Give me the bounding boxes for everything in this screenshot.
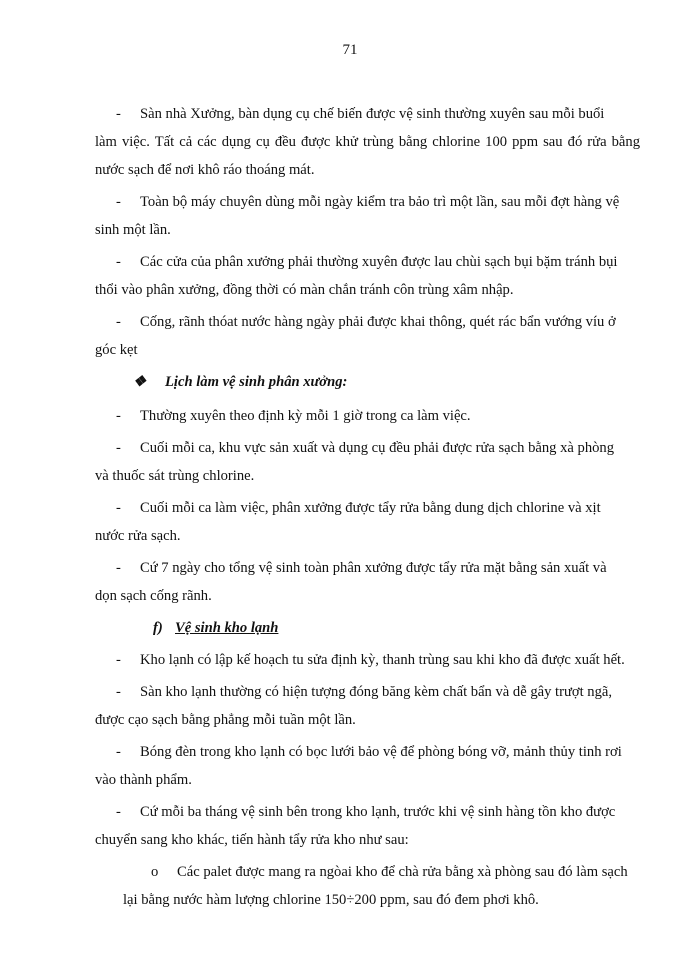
item-text-rest: nước rửa sạch. — [95, 528, 181, 544]
list-item — [95, 402, 640, 430]
item-text-rest: lại bằng nước hàm lượng chlorine 150÷200 ppm, sau đó đem phơi khô. — [123, 892, 539, 908]
list-item — [95, 494, 640, 550]
heading-label: f) — [153, 620, 163, 636]
item-text-line1: Các cửa của phân xưởng phải thường xuyên được lau chùi sạch bụi bặm tránh bụi — [140, 254, 618, 270]
heading-text: Lịch làm vệ sinh phân xưởng: — [165, 374, 348, 390]
heading-text: Vệ sinh kho lạnh — [175, 620, 279, 636]
list-item — [95, 188, 640, 244]
item-text-line1: Cuối mỗi ca, khu vực sản xuất và dụng cụ đều phải được rửa sạch bằng xà phòng — [140, 440, 615, 456]
item-text-rest: chuyển sang kho khác, tiến hành tẩy rửa kho như sau: — [95, 832, 409, 848]
item-text-rest: làm việc. Tất cả các dụng cụ đều được khử trùng bằng chlorine 100 ppm sau đó rửa bằng nước sạch để nơi khô ráo thoáng mát. — [95, 134, 640, 178]
item-text-rest: sinh một lần. — [95, 222, 171, 238]
item-text-line1: Cứ mỗi ba tháng vệ sinh bên trong kho lạnh, trước khi vệ sinh hàng tồn kho được — [140, 804, 616, 820]
list-item — [95, 434, 640, 490]
dash-bullet-icon: - — [116, 314, 121, 330]
dash-bullet-icon: - — [116, 194, 121, 210]
item-text-line1: Cống, rãnh thóat nước hàng ngày phải được khai thông, quét rác bẩn vướng víu ở — [140, 314, 616, 330]
section-heading-cold-storage — [95, 614, 640, 642]
item-text-rest: thổi vào phân xưởng, đồng thời có màn chắn tránh côn trùng xâm nhập. — [95, 282, 514, 298]
dash-bullet-icon: - — [116, 684, 121, 700]
sub-list-item — [123, 858, 640, 914]
list-item — [95, 646, 640, 674]
dash-bullet-icon: - — [116, 408, 121, 424]
list-item — [95, 248, 640, 304]
dash-bullet-icon: - — [116, 652, 121, 668]
item-text-line1: Kho lạnh có lập kế hoạch tu sửa định kỳ, thanh trùng sau khi kho đã được xuất hết. — [140, 652, 625, 668]
item-text-line1: Thường xuyên theo định kỳ mỗi 1 giờ trong ca làm việc. — [140, 408, 471, 424]
section-heading-cleaning-schedule — [95, 368, 640, 396]
item-text-line1: Cứ 7 ngày cho tổng vệ sinh toàn phân xưởng được tẩy rửa mặt bằng sản xuất và — [140, 560, 607, 576]
list-item — [95, 738, 640, 794]
page-content — [95, 100, 640, 918]
list-item — [95, 678, 640, 734]
list-item — [95, 798, 640, 854]
circle-bullet-icon: o — [151, 864, 159, 880]
item-text-rest: và thuốc sát trùng chlorine. — [95, 468, 255, 484]
item-text-line1: Sàn nhà Xưởng, bàn dụng cụ chế biến được vệ sinh thường xuyên sau mỗi buổi — [140, 106, 605, 122]
dash-bullet-icon: - — [116, 560, 121, 576]
item-text-rest: vào thành phẩm. — [95, 772, 192, 788]
diamond-bullet-icon: ❖ — [133, 374, 147, 390]
item-text-line1: Bóng đèn trong kho lạnh có bọc lưới bảo vệ để phòng bóng vỡ, mảnh thủy tinh rơi — [140, 744, 622, 760]
item-text-line1: Toàn bộ máy chuyên dùng mỗi ngày kiểm tra bảo trì một lần, sau mỗi đợt hàng vệ — [140, 194, 620, 210]
list-item — [95, 554, 640, 610]
dash-bullet-icon: - — [116, 254, 121, 270]
dash-bullet-icon: - — [116, 440, 121, 456]
item-text-rest: góc kẹt — [95, 342, 138, 358]
list-item — [95, 100, 640, 184]
item-text-rest: dọn sạch cống rãnh. — [95, 588, 212, 604]
dash-bullet-icon: - — [116, 744, 121, 760]
item-text-line1: Sàn kho lạnh thường có hiện tượng đóng băng kèm chất bẩn và dễ gây trượt ngã, — [140, 684, 613, 700]
item-text-line1: Cuối mỗi ca làm việc, phân xưởng được tẩy rửa bằng dung dịch chlorine và xịt — [140, 500, 601, 516]
dash-bullet-icon: - — [116, 500, 121, 516]
item-text-rest: được cạo sạch bằng phẳng mỗi tuần một lần. — [95, 712, 356, 728]
item-text-line1: Các palet được mang ra ngòai kho để chà rửa bằng xà phòng sau đó làm sạch — [177, 864, 628, 880]
dash-bullet-icon: - — [116, 804, 121, 820]
list-item — [95, 308, 640, 364]
dash-bullet-icon: - — [116, 106, 121, 122]
page-number: 71 — [342, 42, 358, 58]
